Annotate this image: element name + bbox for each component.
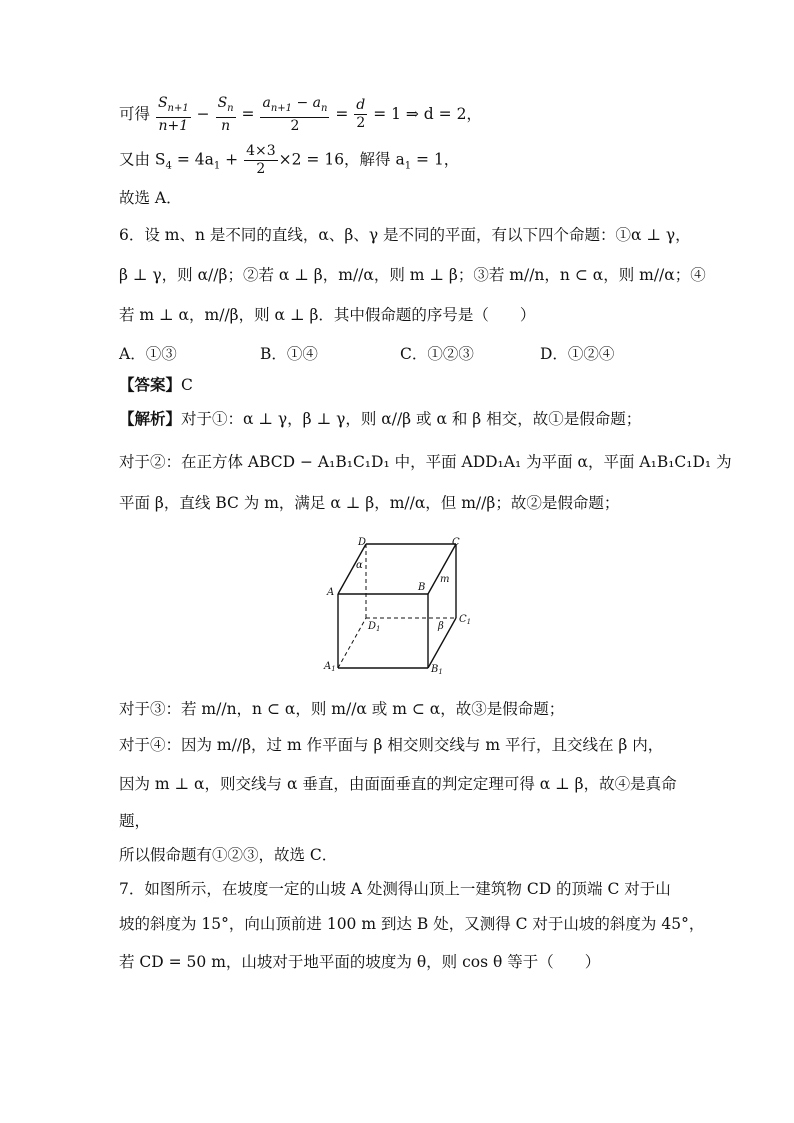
- label-a1: $A_1$: [324, 661, 336, 673]
- option-c: C．①②③: [400, 345, 474, 363]
- analysis-line-8: 所以假命题有①②③，故选 C．: [119, 846, 338, 864]
- answer-line: [119, 373, 193, 395]
- label-b1: $B_1$: [431, 664, 443, 676]
- line2-plus: +: [220, 150, 244, 169]
- line2-end: = 1，: [411, 150, 460, 169]
- fraction-s-n: [216, 95, 236, 135]
- option-a: A．①③: [119, 345, 177, 363]
- analysis-line-4: 对于③：若 m//n，n ⊂ α，则 m//α 或 m ⊂ α，故③是假命题；: [119, 700, 565, 718]
- edge-a1d1-hidden: [338, 618, 366, 668]
- line2-sub4: 4: [165, 160, 172, 172]
- f3-den: 2: [290, 117, 300, 134]
- solution-line-2: [119, 143, 459, 178]
- solution-line-3: 故选 A．: [119, 189, 182, 207]
- f3-mid: − a: [292, 95, 321, 111]
- f2-num-sub: n: [227, 102, 234, 114]
- fraction-a-diff: [260, 95, 329, 135]
- q6-line-2: β ⊥ γ，则 α//β；②若 α ⊥ β，m//α，则 m ⊥ β；③若 m//n，n ⊂ α，则 m//α；④: [119, 266, 706, 284]
- option-d: D．①②④: [540, 345, 615, 363]
- edge-bc: [428, 544, 456, 594]
- analysis-line-1: [119, 407, 641, 429]
- label-d1: $D_1$: [368, 621, 381, 633]
- f1-den: n+1: [158, 117, 189, 134]
- f3-sub2: n: [321, 102, 328, 114]
- line2-tail: ×2 = 16，解得 a: [278, 150, 405, 169]
- analysis-label: 【解析】: [119, 409, 182, 428]
- line2-pre: 又由 S: [119, 150, 166, 169]
- answer-value: C: [181, 376, 193, 394]
- label-a: A: [327, 587, 335, 598]
- analysis-line-5: 对于④：因为 m//β，过 m 作平面与 β 相交则交线与 m 平行，且交线在 β 内，: [119, 736, 664, 754]
- f4-num: d: [356, 97, 366, 114]
- eq2: =: [330, 104, 354, 123]
- analysis-line-7: 题，: [119, 812, 151, 830]
- f4-den: 2: [356, 115, 366, 132]
- cube-figure: [318, 534, 478, 684]
- analysis-line-6: 因为 m ⊥ α，则交线与 α 垂直，由面面垂直的判定定理可得 α ⊥ β，故④是真命: [119, 775, 677, 793]
- answer-label: 【答案】: [119, 375, 182, 394]
- eq1: =: [236, 104, 260, 123]
- q6-line-3: 若 m ⊥ α，m//β，则 α ⊥ β．其中假命题的序号是（ ）: [119, 306, 536, 324]
- solution-line-1: [119, 95, 482, 135]
- f3-sub1: n+1: [270, 102, 293, 114]
- analysis-line-2: 对于②：在正方体 ABCD − A₁B₁C₁D₁ 中，平面 ADD₁A₁ 为平面 α，平面 A₁B₁C₁D₁ 为: [119, 453, 732, 471]
- q7-line-3: 若 CD = 50 m，山坡对于地平面的坡度为 θ，则 cos θ 等于（ ）: [119, 953, 601, 971]
- minus: −: [191, 104, 215, 123]
- q7-line-1: 7．如图所示，在坡度一定的山坡 A 处测得山顶上一建筑物 CD 的顶端 C 对于山: [119, 880, 671, 898]
- f1-num-sub: n+1: [167, 102, 189, 114]
- text-lead: 可得: [119, 104, 151, 123]
- fraction-s-n1: [156, 95, 191, 135]
- f2-den: n: [221, 117, 231, 134]
- f5-num: 4×3: [246, 143, 276, 159]
- f2-num: S: [217, 95, 228, 111]
- label-d: D: [358, 537, 367, 548]
- label-beta: β: [438, 621, 444, 632]
- label-m: m: [440, 574, 450, 585]
- q7-line-2: 坡的斜度为 15°，向山顶前进 100 m 到达 B 处，又测得 C 对于山坡的斜度为 45°，: [119, 915, 705, 933]
- label-alpha: α: [356, 560, 363, 571]
- line2-sub1: 1: [213, 160, 221, 172]
- fraction-4x3: [244, 143, 278, 178]
- label-c: C: [452, 537, 460, 548]
- analysis-line-3: 平面 β，直线 BC 为 m，满足 α ⊥ β，m//α，但 m//β；故②是假命题；: [119, 494, 620, 512]
- line2-mid: = 4a: [171, 150, 214, 169]
- analysis-text-1: 对于①：α ⊥ γ，β ⊥ γ，则 α//β 或 α 和 β 相交，故①是假命题；: [181, 410, 642, 428]
- q6-line-1: 6．设 m、n 是不同的直线，α、β、γ 是不同的平面，有以下四个命题：①α ⊥ γ，: [119, 226, 691, 244]
- option-b: B．①④: [260, 345, 318, 363]
- tail1: = 1 ⇒ d = 2，: [368, 104, 482, 123]
- label-c1: $C_1$: [459, 614, 472, 626]
- label-b: B: [418, 582, 426, 593]
- f3-num: a: [262, 95, 271, 111]
- f1-num: S: [157, 95, 168, 111]
- fraction-d-2: [354, 97, 367, 132]
- f5-den: 2: [256, 161, 266, 177]
- line2-tail-sub: 1: [404, 160, 412, 172]
